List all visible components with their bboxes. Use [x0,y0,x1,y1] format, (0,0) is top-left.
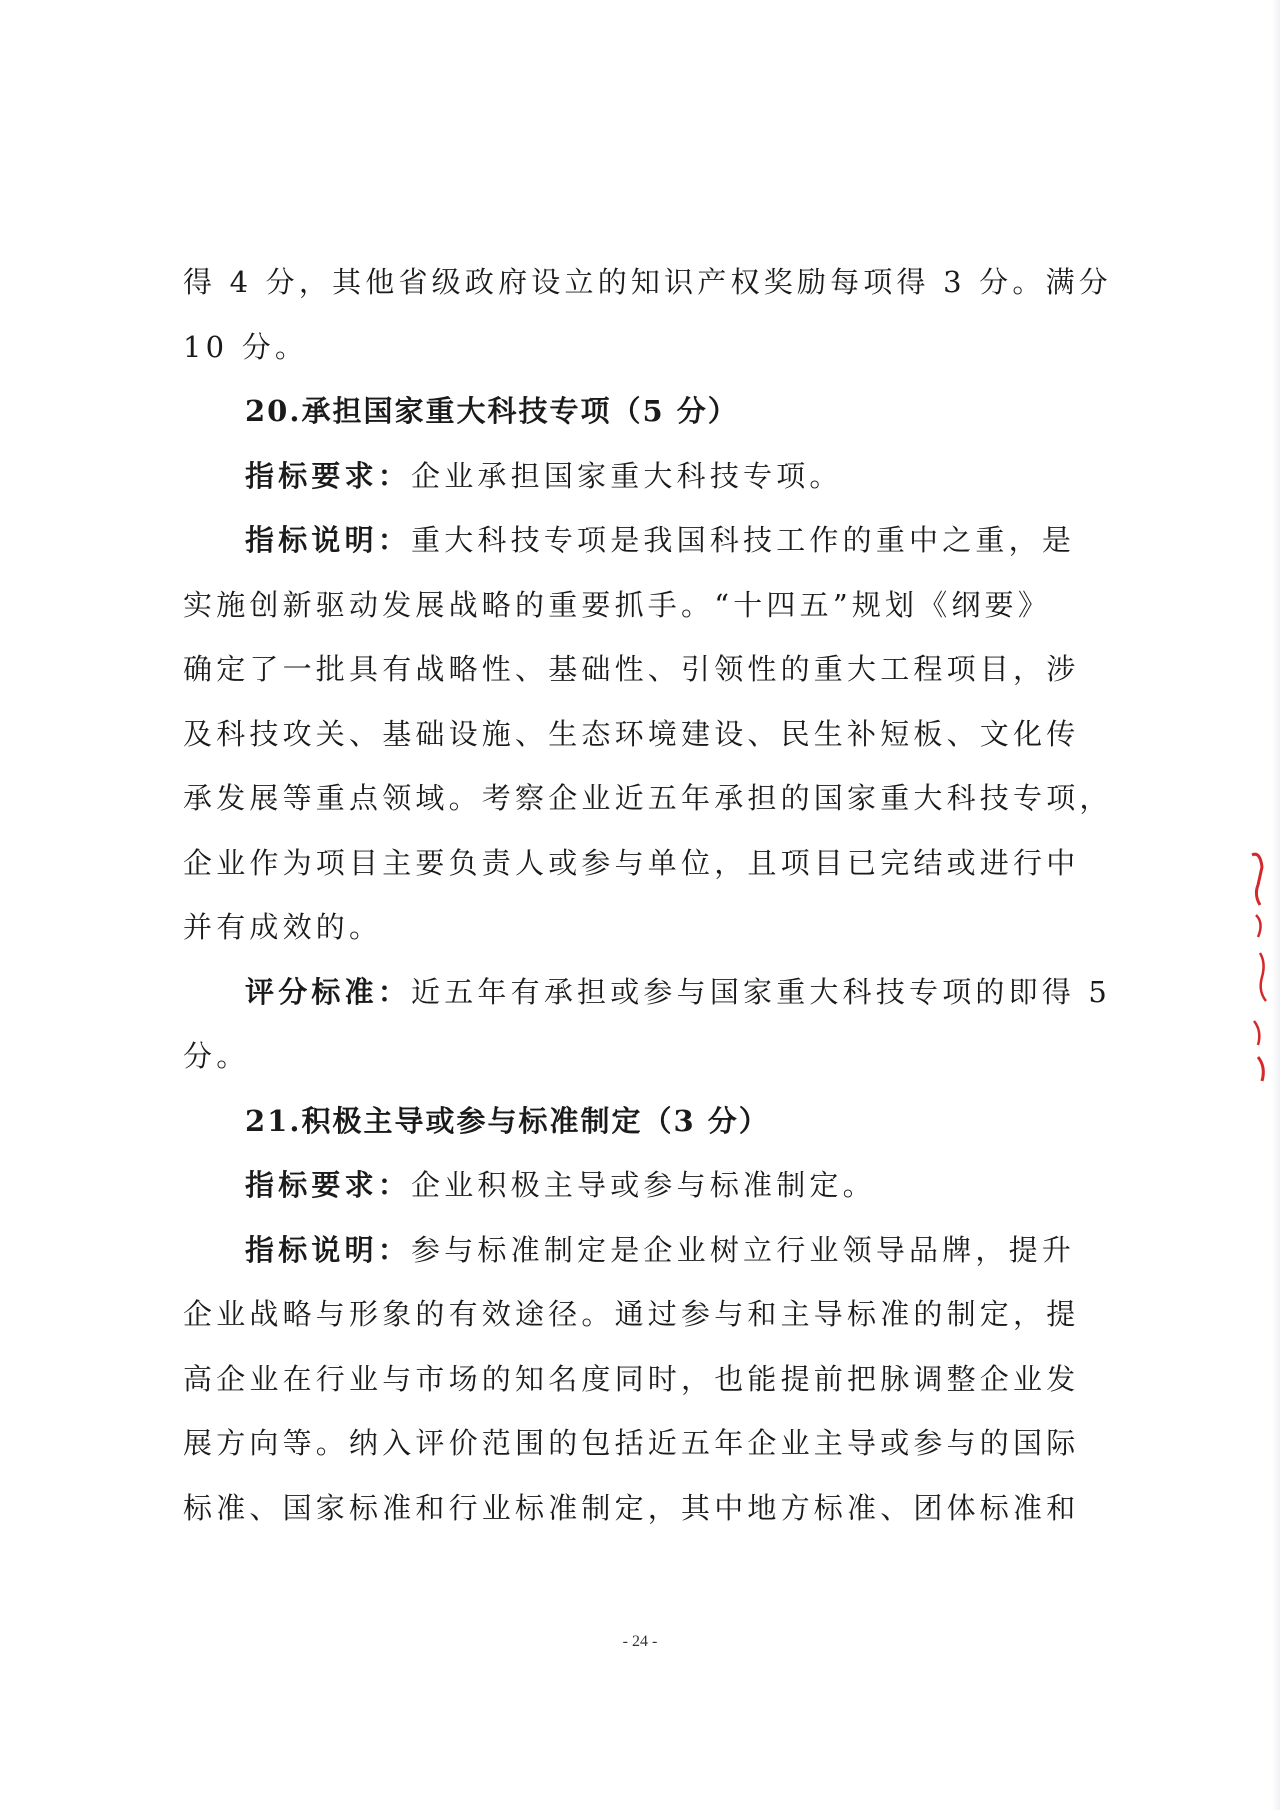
indicator-requirement-21 [183,1153,1075,1218]
body-line: 高企业在行业与市场的知名度同时，也能提前把脉调整企业发 [183,1361,1080,1396]
body-line: 企业战略与形象的有效途径。通过参与和主导标准的制定，提 [183,1297,1080,1331]
requirement-label: 指标要求： [245,1168,412,1202]
scoring-criteria-20 [183,960,1112,1025]
requirement-text: 企业承担国家重大科技专项。 [411,458,843,493]
body-line: 10 分。 [183,329,309,364]
seal-stamp-fragment [1248,845,1270,1085]
body-line: 展方向等。纳入评价范围的包括近五年企业主导或参与的国际 [183,1426,1080,1460]
scoring-label: 评分标准： [245,974,412,1009]
indicator-explanation-20 [183,508,1075,573]
body-line: 承发展等重点领域。考察企业近五年承担的国家重大科技专项， [183,781,1113,815]
scoring-text: 近五年有承担或参与国家重大科技专项的即得 5 [411,974,1112,1009]
requirement-label: 指标要求： [245,458,412,493]
explanation-text: 参与标准制定是企业树立行业领导品牌，提升 [411,1232,1076,1267]
document-body [183,250,1113,1540]
body-line: 得 4 分，其他省级政府设立的知识产权奖励每项得 3 分。满分 [183,265,1112,299]
section-heading-20: 20.承担国家重大科技专项（5 分） [245,394,739,428]
indicator-requirement-20 [183,444,1075,509]
body-line: 及科技攻关、基础设施、生态环境建设、民生补短板、文化传 [183,716,1080,751]
page-number: - 24 - [622,1633,658,1650]
explanation-text: 重大科技专项是我国科技工作的重中之重，是 [411,523,1076,557]
body-line: 确定了一批具有战略性、基础性、引领性的重大工程项目，涉 [183,652,1080,686]
body-line: 标准、国家标准和行业标准制定，其中地方标准、团体标准和 [183,1490,1080,1525]
body-line: 并有成效的。 [183,910,383,944]
explanation-label: 指标说明： [245,1232,412,1267]
requirement-text: 企业积极主导或参与标准制定。 [411,1168,876,1202]
body-line: 分。 [183,1039,250,1073]
body-line: 企业作为项目主要负责人或参与单位，且项目已完结或进行中 [183,845,1080,880]
body-line: 实施创新驱动发展战略的重要抓手。“十四五”规划《纲要》 [183,587,1052,622]
scan-edge-shadow [1272,0,1280,1810]
section-heading-21: 21.积极主导或参与标准制定（3 分） [245,1103,770,1138]
indicator-explanation-21 [183,1218,1075,1283]
explanation-label: 指标说明： [245,523,412,557]
